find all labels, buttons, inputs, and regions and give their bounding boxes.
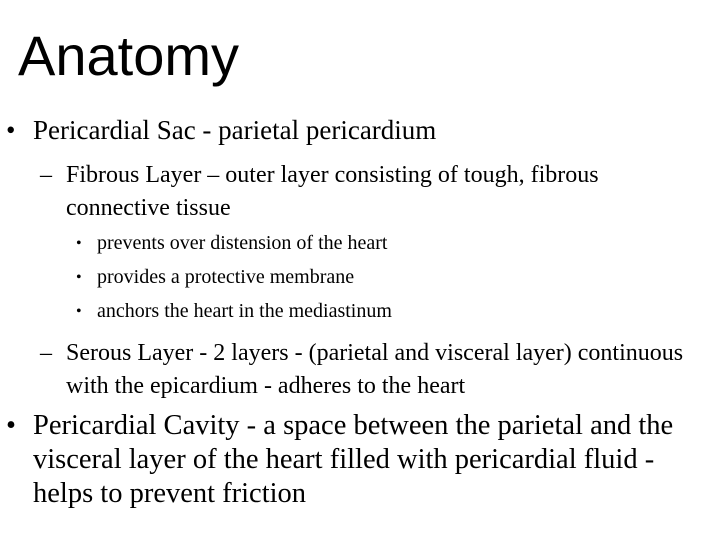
sub-bullet-text: Serous Layer - 2 layers - (parietal and visceral layer) continuous with the epicardium - adheres to the heart: [66, 340, 684, 399]
sub-bullet-text: Fibrous Layer – outer layer consisting of tough, fibrous connective tissue: [66, 162, 599, 221]
bullet-icon: •: [76, 235, 82, 252]
bullet-text: Pericardial Sac - parietal pericardium: [33, 115, 437, 145]
dash-icon: –: [40, 340, 52, 366]
sub-sub-bullet-text: provides a protective membrane: [97, 266, 355, 288]
slide-title: Anatomy: [18, 24, 239, 87]
sub-sub-bullet-distension: [76, 226, 387, 260]
bullet-icon: •: [76, 269, 82, 286]
sub-sub-bullet-membrane: [76, 260, 354, 294]
bullet-pericardial-cavity: [6, 409, 701, 511]
bullet-icon: •: [6, 410, 16, 441]
sub-sub-bullet-text: prevents over distension of the heart: [97, 232, 388, 254]
sub-bullet-fibrous-layer: [40, 159, 680, 225]
sub-sub-bullet-text: anchors the heart in the mediastinum: [97, 300, 392, 322]
sub-sub-bullet-anchors: [76, 294, 392, 328]
sub-bullet-serous-layer: [40, 337, 700, 403]
bullet-icon: •: [76, 303, 82, 320]
bullet-icon: •: [6, 115, 16, 145]
bullet-pericardial-sac: [6, 114, 706, 147]
dash-icon: –: [40, 162, 52, 188]
bullet-text: Pericardial Cavity - a space between the parietal and the visceral layer of the heart filled with pericardial fluid - helps to prevent friction: [33, 410, 674, 509]
